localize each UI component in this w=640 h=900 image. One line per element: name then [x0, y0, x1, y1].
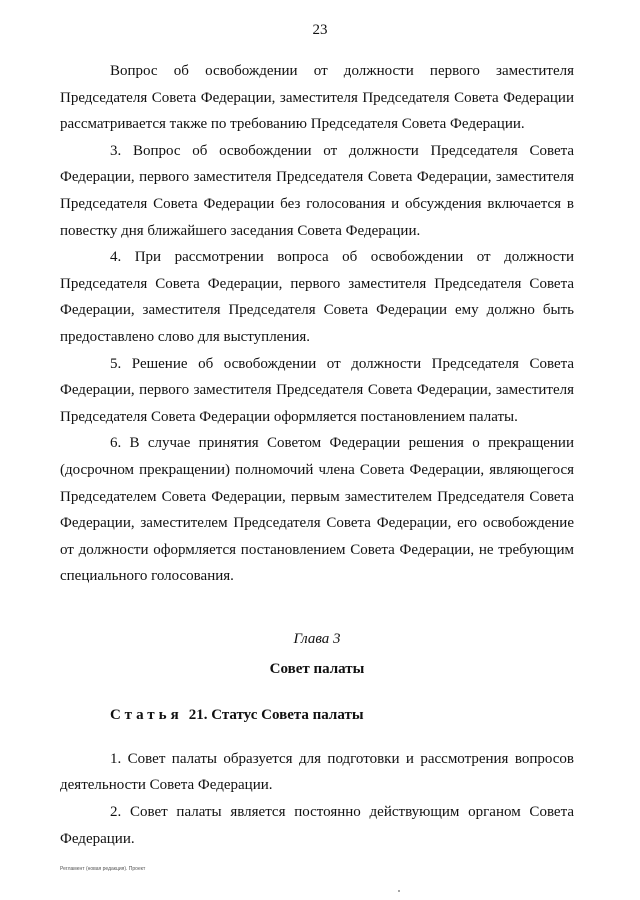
chapter-label: Глава 3 [293, 630, 341, 647]
paragraph-continuation: Вопрос об освобождении от должности первого заместителя Председателя Совета Федерации, заместителя Председателя Совета Федерации рассматривается также по требованию Председателя Совета Федерации. [60, 63, 574, 133]
page-number: 23 [312, 22, 328, 38]
article-paragraph-2: 2. Совет палаты является постоянно действующим органом Совета Федерации. [60, 804, 574, 847]
document-body [60, 58, 574, 852]
article-title: 21. Статус Совета палаты [188, 706, 364, 723]
scan-mark [398, 890, 400, 892]
article-heading [60, 702, 574, 728]
paragraph-3: 3. Вопрос об освобождении от должности Председателя Совета Федерации, первого заместителя Председателя Совета Федерации, заместителя Председателя Совета Федерации без голосования и обсуждения включается в повестку дня ближайшего заседания Совета Федерации. [60, 142, 574, 239]
chapter-title: Совет палаты [269, 660, 365, 677]
article-prefix: Статья [110, 706, 183, 723]
paragraph-5: 5. Решение об освобождении от должности Председателя Совета Федерации, первого заместителя Председателя Совета Федерации, заместителя Председателя Совета Федерации оформляется постановлением палаты. [60, 355, 574, 425]
paragraph-4: 4. При рассмотрении вопроса об освобождении от должности Председателя Совета Федерации, первого заместителя Председателя Совета Федерации, заместителя Председателя Совета Федерации ему должно быть предоставлено слово для выступления. [60, 249, 574, 345]
paragraph-6: 6. В случае принятия Советом Федерации решения о прекращении (досрочном прекращении) полномочий члена Совета Федерации, являющегося Председателем Совета Федерации, первым заместителем Председателя Совета Федерации, заместителем Председателя Совета Федерации, его освобождение от должности оформляется постановлением Совета Федерации, не требующим специального голосования. [60, 435, 574, 585]
footer-note: Регламент (новая редакция). Проект [60, 866, 146, 872]
article-paragraph-1: 1. Совет палаты образуется для подготовки и рассмотрения вопросов деятельности Совета Федерации. [60, 750, 574, 794]
